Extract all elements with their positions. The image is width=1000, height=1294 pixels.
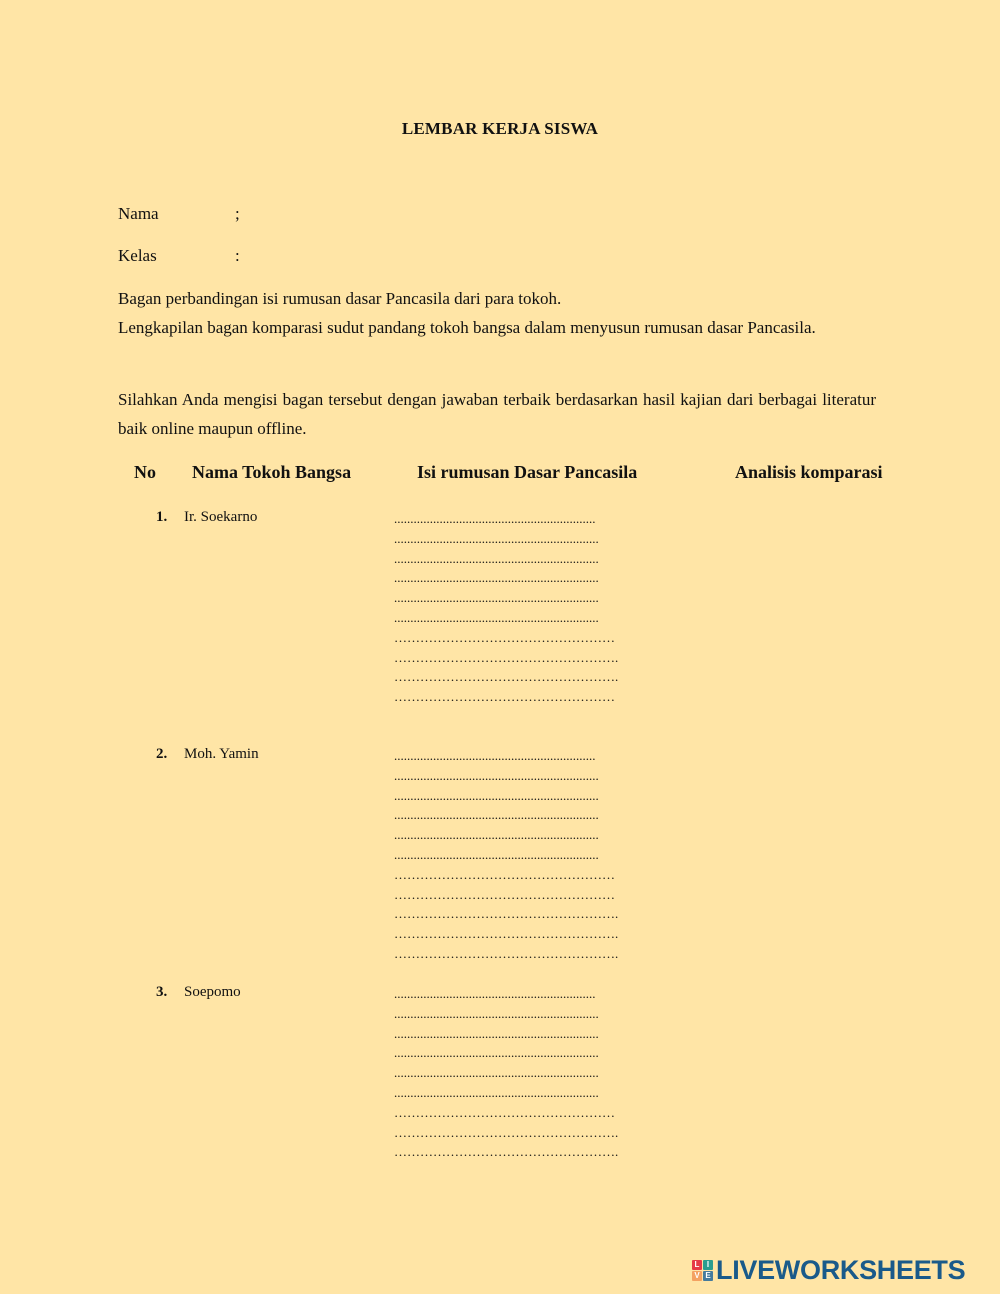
answer-line[interactable]: ……………………………………………. bbox=[394, 669, 619, 685]
kelas-field bbox=[118, 246, 240, 266]
page-title: LEMBAR KERJA SISWA bbox=[401, 119, 599, 138]
answer-line[interactable]: ............................................................... bbox=[394, 590, 599, 606]
answer-line[interactable]: …………………………………………… bbox=[394, 689, 615, 705]
intro-line-2: Lengkapilan bagan komparasi sudut pandang tokoh bangsa dalam menyusun rumusan dasar Pancasila. bbox=[118, 318, 816, 337]
kelas-separator: : bbox=[235, 246, 240, 265]
answer-line[interactable]: ............................................................... bbox=[394, 1025, 599, 1041]
answer-line[interactable]: .............................................................. bbox=[394, 748, 596, 763]
answer-line[interactable]: ............................................................... bbox=[394, 787, 599, 803]
answer-line[interactable]: …………………………………………… bbox=[394, 886, 615, 902]
answer-line[interactable]: ............................................................... bbox=[394, 1045, 599, 1061]
answer-line[interactable]: ……………………………………………. bbox=[394, 906, 619, 922]
answer-line[interactable]: ............................................................... bbox=[394, 570, 599, 586]
intro-block bbox=[118, 284, 872, 342]
answer-line[interactable]: ............................................................... bbox=[394, 767, 599, 783]
row-3-answer-lines[interactable] bbox=[394, 984, 618, 1162]
row-3-name: Soepomo bbox=[184, 984, 241, 1000]
answer-line[interactable]: ……………………………………………. bbox=[394, 926, 619, 942]
intro-line-1: Bagan perbandingan isi rumusan dasar Pancasila dari para tokoh. bbox=[118, 289, 562, 308]
answer-line[interactable]: .............................................................. bbox=[394, 511, 596, 526]
answer-line[interactable]: …………………………………………… bbox=[394, 866, 615, 882]
answer-line[interactable]: ............................................................... bbox=[394, 550, 599, 566]
logo-letter-i: I bbox=[703, 1260, 713, 1270]
liveworksheets-logo bbox=[692, 1256, 965, 1284]
row-1-answer-lines[interactable] bbox=[394, 509, 618, 707]
header-no: No bbox=[134, 462, 156, 482]
answer-line[interactable]: ............................................................... bbox=[394, 827, 599, 843]
header-analisis: Analisis komparasi bbox=[735, 462, 883, 482]
nama-label: Nama bbox=[118, 204, 159, 223]
answer-line[interactable]: ............................................................... bbox=[394, 530, 599, 546]
row-2-number: 2. bbox=[156, 746, 168, 762]
logo-letter-l: L bbox=[692, 1260, 702, 1270]
answer-line[interactable]: ……………………………………………. bbox=[394, 1144, 619, 1160]
answer-line[interactable]: ............................................................... bbox=[394, 1084, 599, 1100]
answer-line[interactable]: ……………………………………………. bbox=[394, 649, 619, 665]
kelas-label: Kelas bbox=[118, 246, 157, 265]
header-name: Nama Tokoh Bangsa bbox=[192, 462, 352, 482]
answer-line[interactable]: .............................................................. bbox=[394, 986, 596, 1001]
answer-line[interactable]: ............................................................... bbox=[394, 1005, 599, 1021]
logo-letter-e: E bbox=[703, 1271, 713, 1281]
answer-line[interactable]: ............................................................... bbox=[394, 846, 599, 862]
answer-line[interactable]: ............................................................... bbox=[394, 609, 599, 625]
answer-line[interactable]: ……………………………………………. bbox=[394, 1124, 619, 1140]
nama-separator: ; bbox=[235, 204, 240, 223]
instruction-text: Silahkan Anda mengisi bagan tersebut dengan jawaban terbaik berdasarkan hasil kajian dari berbagai literatur baik online maupun offline. bbox=[118, 390, 876, 438]
row-2-answer-lines[interactable] bbox=[394, 746, 618, 964]
liveworksheets-icon bbox=[692, 1260, 713, 1281]
instruction-block bbox=[118, 385, 876, 443]
answer-line[interactable]: ............................................................... bbox=[394, 807, 599, 823]
nama-field bbox=[118, 204, 240, 224]
answer-line[interactable]: …………………………………………… bbox=[394, 1104, 615, 1120]
answer-line[interactable]: ……………………………………………. bbox=[394, 945, 619, 961]
answer-line[interactable]: ............................................................... bbox=[394, 1065, 599, 1081]
row-1-number: 1. bbox=[156, 509, 168, 525]
logo-text: LIVEWORKSHEETS bbox=[716, 1254, 966, 1285]
logo-letter-v: V bbox=[692, 1271, 702, 1281]
row-2-name: Moh. Yamin bbox=[184, 746, 259, 762]
answer-line[interactable]: …………………………………………… bbox=[394, 629, 615, 645]
row-1-name: Ir. Soekarno bbox=[184, 509, 258, 525]
header-isi: Isi rumusan Dasar Pancasila bbox=[417, 462, 638, 482]
row-3-number: 3. bbox=[156, 984, 168, 1000]
